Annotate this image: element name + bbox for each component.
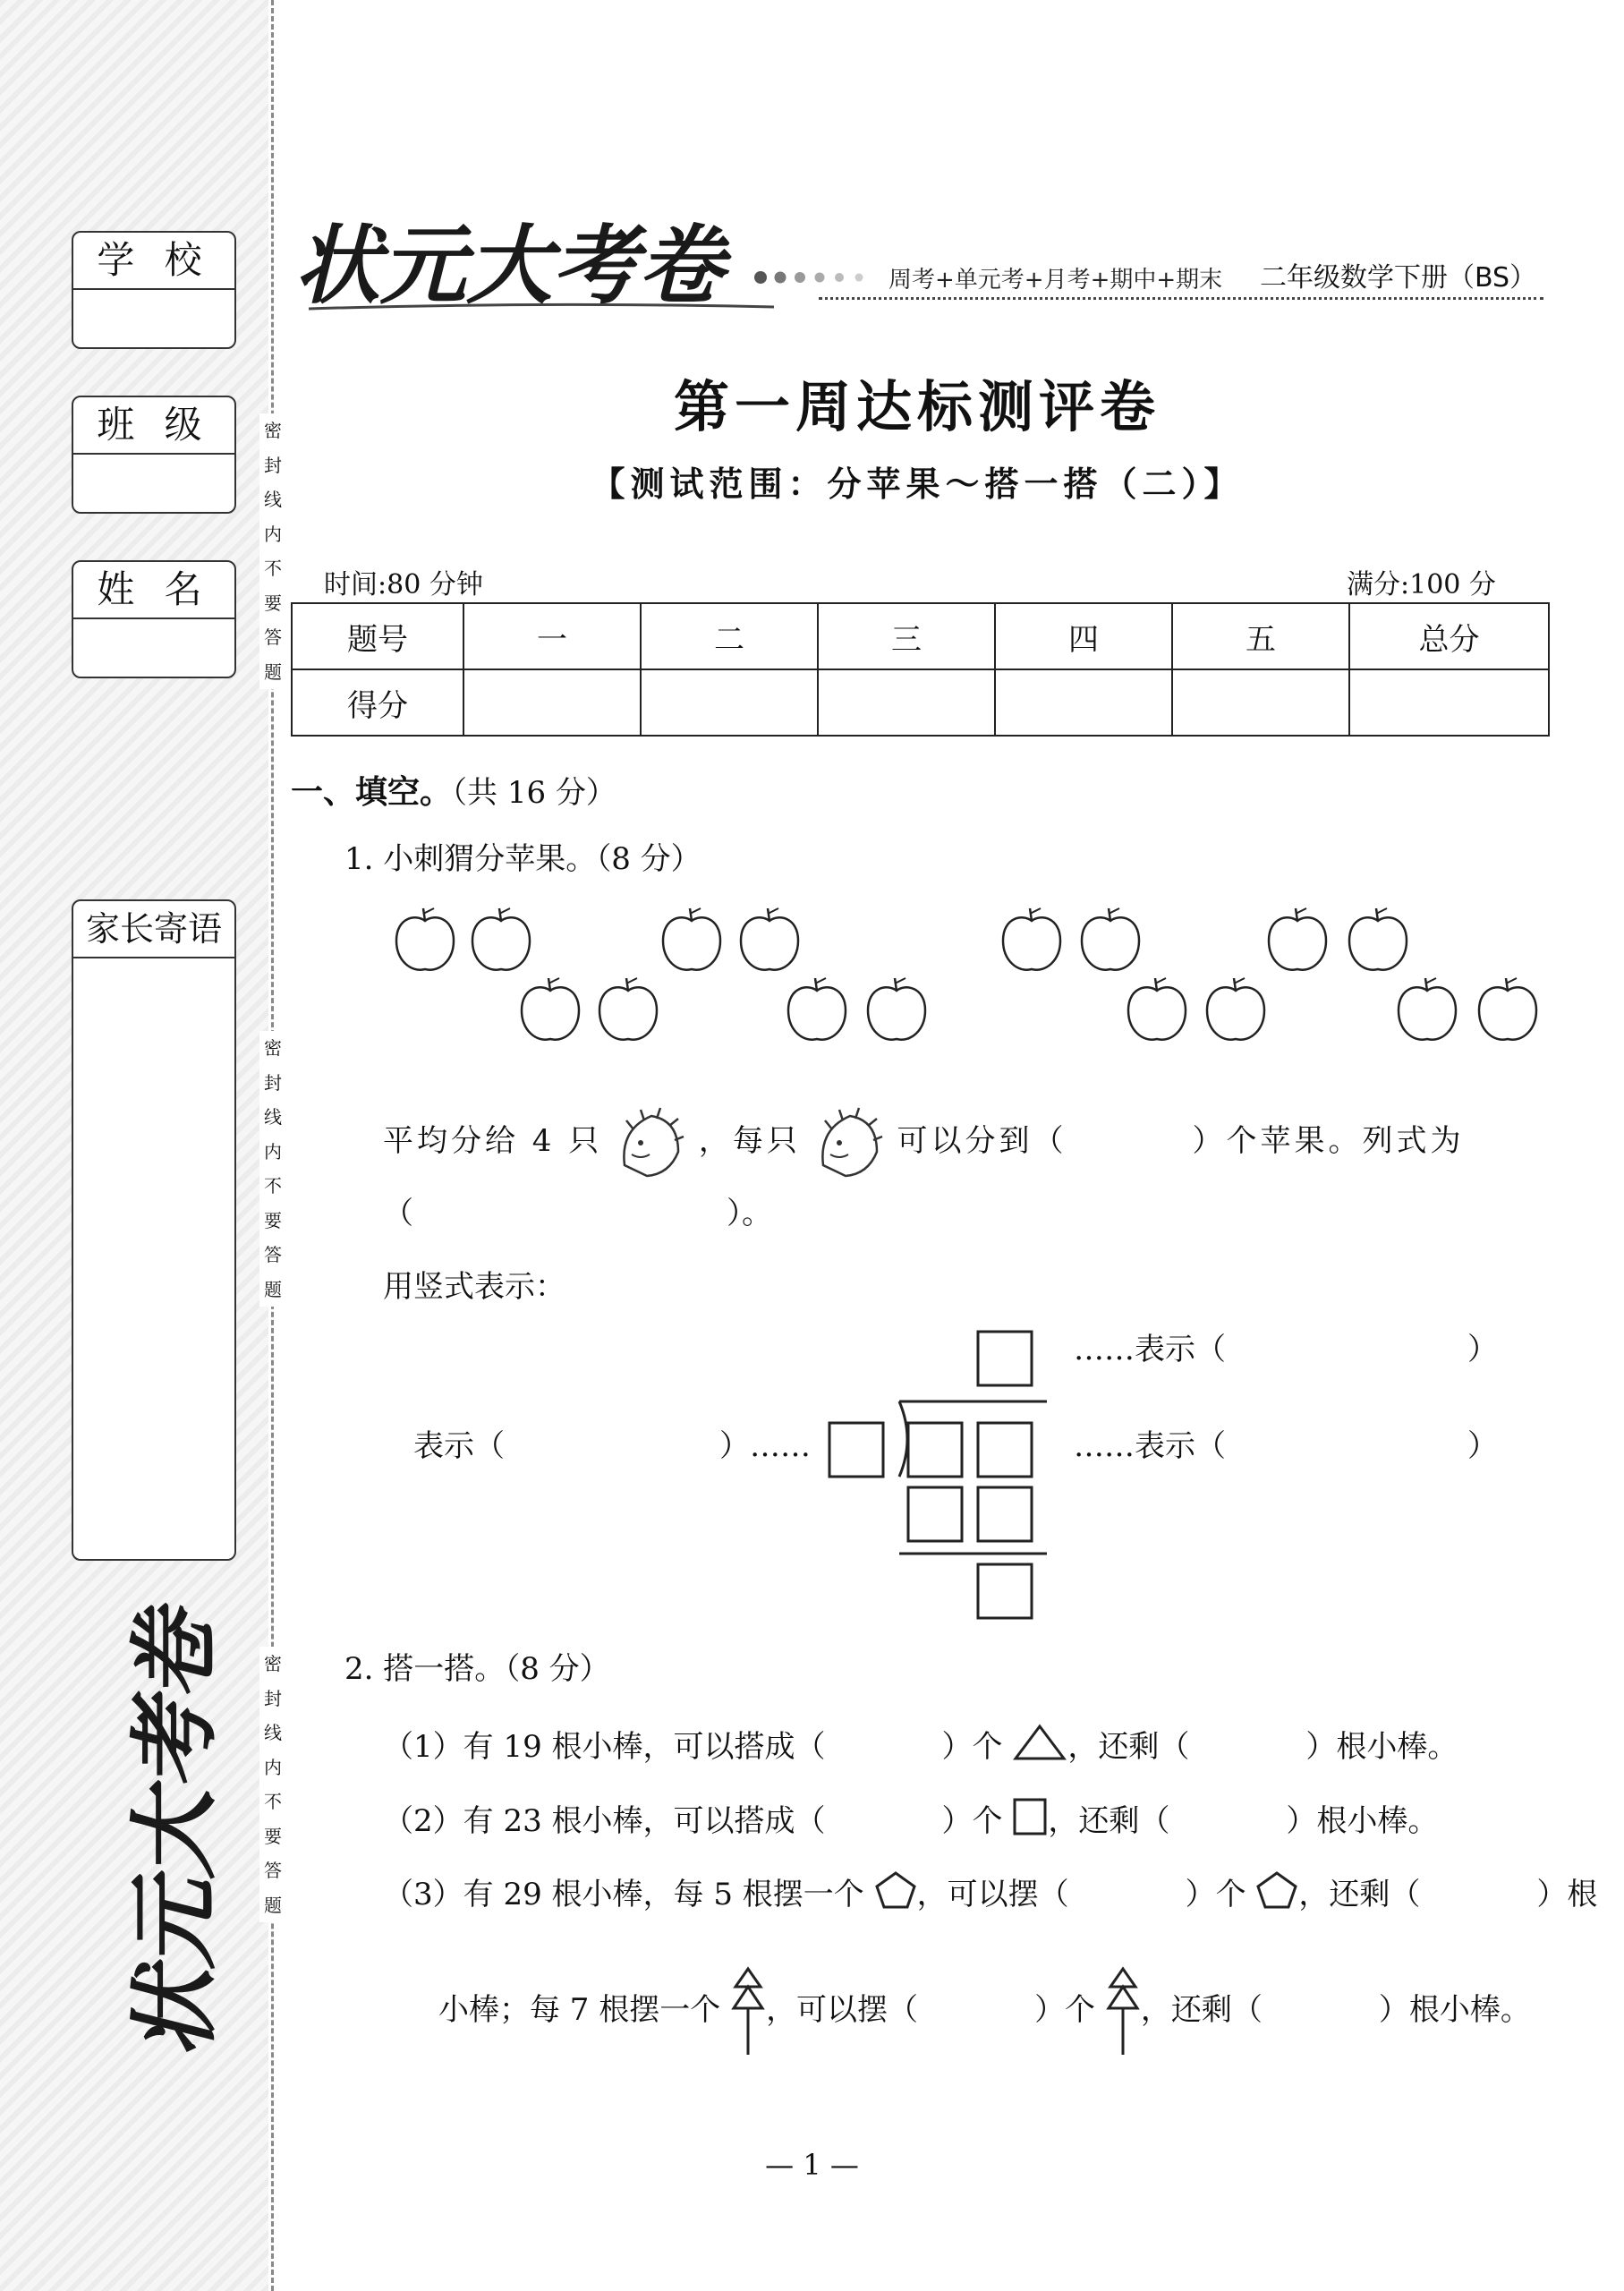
- product-box-tens: [908, 1487, 962, 1541]
- section-one-points: （共 16 分）: [452, 775, 616, 811]
- q1-text: ）: [1467, 1332, 1498, 1367]
- question-1-line-2: [383, 1196, 772, 1231]
- parent-message-box: [72, 899, 236, 1561]
- class-label: 班 级: [73, 397, 234, 455]
- q1-text: 可以分到（: [897, 1123, 1067, 1159]
- score-header-cell: 总分: [1349, 603, 1549, 669]
- apple-group-2: [663, 908, 925, 1040]
- apple-group-4: [1269, 908, 1536, 1040]
- q2-text: （1）有 19 根小棒，可以搭成（: [383, 1729, 826, 1765]
- q1-text: ）个苹果。列式为: [1192, 1123, 1465, 1159]
- q1-text: ，每只: [698, 1123, 801, 1159]
- full-score: 满分:100 分: [1347, 569, 1496, 600]
- product-box-ones: [978, 1487, 1032, 1541]
- section-one-heading: [291, 775, 616, 811]
- score-row-label: 得分: [292, 669, 463, 736]
- q1-text: 表示（: [413, 1428, 505, 1464]
- school-box: [72, 231, 236, 349]
- question-2-label: 2. 搭一搭。（8 分）: [344, 1651, 610, 1687]
- hedgehog-icon: [814, 1103, 884, 1183]
- dividend-meaning: [1074, 1428, 1498, 1464]
- q1-text: ）……: [719, 1428, 811, 1464]
- question-1-label: 1. 小刺猬分苹果。（8 分）: [344, 841, 701, 877]
- q2-text: ，还剩（: [1048, 1803, 1170, 1839]
- divisor-box: [829, 1423, 883, 1477]
- score-header-cell: 五: [1172, 603, 1349, 669]
- page-title: 第一周达标测评卷: [673, 374, 1161, 439]
- score-table: [291, 602, 1550, 737]
- page-number: — 1 —: [765, 2148, 859, 2182]
- side-logo-icon: [107, 1602, 233, 2067]
- name-label: 姓 名: [73, 562, 234, 619]
- test-range: 【测试范围：分苹果～搭一搭（二）】: [591, 464, 1244, 504]
- long-division-diagram: [810, 1324, 1060, 1620]
- q2-text: ，可以摆（: [766, 1992, 919, 2028]
- q2-text: ，可以摆（: [916, 1877, 1069, 1912]
- q2-text: ）根小棒。: [1286, 1803, 1439, 1839]
- q2-text: ）个: [941, 1729, 1003, 1765]
- q2-text: （2）有 23 根小棒，可以搭成（: [383, 1803, 826, 1839]
- question-2-part-1: [383, 1723, 1458, 1765]
- hedgehog-icon: [616, 1103, 685, 1183]
- score-table-score-row: [292, 669, 1549, 736]
- q1-text: ）: [1467, 1428, 1498, 1464]
- time-limit: 时间:80 分钟: [324, 569, 483, 600]
- q2-text: ，还剩（: [1298, 1877, 1421, 1912]
- pentagon-icon: [1255, 1870, 1298, 1910]
- apple-group-1: [396, 908, 657, 1040]
- score-input-cell[interactable]: [995, 669, 1172, 736]
- score-header-cell: 三: [818, 603, 995, 669]
- score-header-cell: 二: [641, 603, 818, 669]
- score-header-cell: 四: [995, 603, 1172, 669]
- q2-text: ）根小棒。: [1378, 1992, 1531, 2028]
- seal-text-2: 密 封 线 内 不 要 答 题: [259, 1031, 286, 1307]
- q2-text: ）个: [941, 1803, 1003, 1839]
- score-input-cell[interactable]: [641, 669, 818, 736]
- seal-text-1: 密 封 线 内 不 要 答 题: [259, 413, 286, 689]
- q1-text: （: [383, 1196, 413, 1231]
- dot-trail-icon: [752, 268, 886, 286]
- question-2-part-3: [383, 1870, 1597, 1912]
- tree-shape-icon: [1105, 1965, 1141, 2058]
- quotient-box: [978, 1332, 1032, 1385]
- dividend-box-ones: [978, 1423, 1032, 1477]
- score-input-cell[interactable]: [1349, 669, 1549, 736]
- q2-text: ）个: [1185, 1877, 1246, 1912]
- tree-shape-icon: [730, 1965, 766, 2058]
- quotient-meaning: [1074, 1332, 1498, 1367]
- vertical-form-label: 用竖式表示：: [383, 1269, 565, 1305]
- question-1-line-1: [383, 1103, 1465, 1183]
- score-input-cell[interactable]: [818, 669, 995, 736]
- question-2-part-4: [438, 1965, 1531, 2058]
- question-2-part-2: [383, 1797, 1438, 1839]
- score-header-cell: 题号: [292, 603, 463, 669]
- school-label: 学 校: [73, 233, 234, 290]
- q2-text: 小棒；每 7 根摆一个: [438, 1992, 721, 2028]
- q1-text: ）。: [727, 1196, 772, 1231]
- triangle-icon: [1012, 1723, 1067, 1762]
- square-icon: [1012, 1797, 1048, 1836]
- q2-text: ）根小棒。: [1305, 1729, 1458, 1765]
- q1-text: ……表示（: [1074, 1332, 1226, 1367]
- apples-illustration: [389, 904, 1543, 1056]
- score-table-header-row: [292, 603, 1549, 669]
- seal-text-3: 密 封 线 内 不 要 答 题: [259, 1647, 286, 1922]
- exam-series: 周考+单元考+月考+期中+期末: [889, 267, 1223, 294]
- score-input-cell[interactable]: [1172, 669, 1349, 736]
- svg-text:状元大考卷: 状元大考卷: [123, 1611, 227, 2058]
- brand-logo-text: 状元大考卷: [294, 216, 724, 316]
- class-box: [72, 396, 236, 514]
- pentagon-icon: [874, 1870, 917, 1910]
- divisor-meaning: [413, 1428, 811, 1464]
- score-header-cell: 一: [463, 603, 641, 669]
- q1-text: 平均分给 4 只: [383, 1123, 603, 1159]
- q2-text: ）个: [1034, 1992, 1096, 2028]
- q2-text: ，还剩（: [1140, 1992, 1263, 2028]
- dividend-box-tens: [908, 1423, 962, 1477]
- remainder-box: [978, 1564, 1032, 1618]
- grade-subject: 二年级数学下册（BS）: [1260, 262, 1537, 294]
- parent-message-label: 家长寄语: [73, 901, 234, 958]
- score-input-cell[interactable]: [463, 669, 641, 736]
- header-rule: [819, 297, 1543, 300]
- apple-group-3: [1003, 908, 1264, 1040]
- section-one-title: 一、填空。: [291, 774, 453, 811]
- q2-text: （3）有 29 根小棒，每 5 根摆一个: [383, 1877, 864, 1912]
- q1-text: ……表示（: [1074, 1428, 1226, 1464]
- q2-text: ，还剩（: [1067, 1729, 1190, 1765]
- q2-text: ）根: [1536, 1877, 1598, 1912]
- name-box: [72, 560, 236, 678]
- brand-logo: [291, 201, 792, 318]
